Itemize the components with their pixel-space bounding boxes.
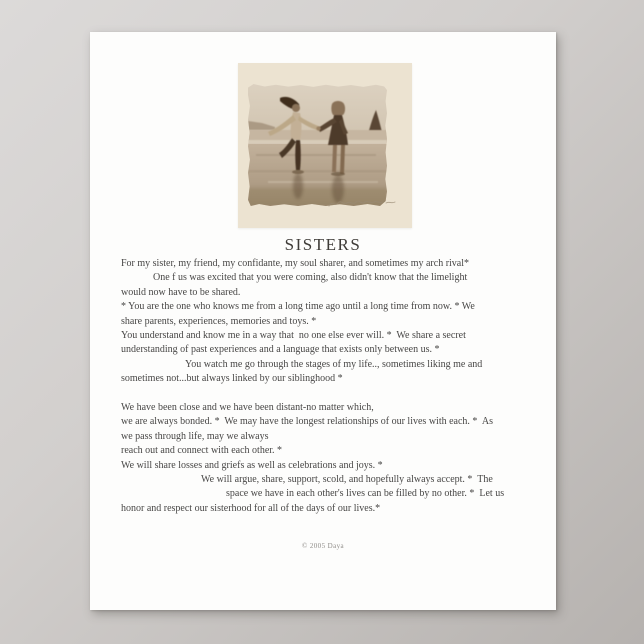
poem-line: space we have in each other's lives can be filled by no other. * Let us <box>226 488 505 500</box>
poem-line: would now have to be shared. <box>121 286 241 298</box>
sisters-poem <box>121 257 551 516</box>
poem-line: We will share losses and griefs as well as celebrations and joys. * <box>121 459 383 471</box>
poem-line: You understand and know me in a way that no one else ever will. * We share a secret <box>121 330 466 342</box>
poem-line: sometimes not...but always linked by our siblinghood * <box>121 373 343 385</box>
photo-mat-card <box>238 63 412 228</box>
sisters-poster <box>90 32 556 610</box>
artist-signature <box>326 194 398 211</box>
poem-line: * You are the one who knows me from a long time ago until a long time from now. * We <box>121 301 475 313</box>
poem-line: We have been close and we have been distant-no matter which, <box>121 402 374 414</box>
poem-line: share parents, experiences, memories and toys. * <box>121 315 317 327</box>
poem-line: reach out and connect with each other. * <box>121 445 283 457</box>
copyright-line: © 2005 Daya <box>302 542 344 550</box>
poem-line: One f us was excited that you were coming, also didn't know that the limelight <box>153 272 468 284</box>
poem-line: For my sister, my friend, my confidante, my soul sharer, and sometimes my arch rival* <box>121 258 470 269</box>
poem-line: You watch me go through the stages of my life.., sometimes liking me and <box>185 358 483 370</box>
poem-line: we are always bonded. * We may have the longest relationships of our lives with each. * As <box>121 416 493 428</box>
poem-line: We will argue, share, support, scold, and hopefully always accept. * The <box>201 474 493 486</box>
poem-line <box>121 387 551 401</box>
poem-line: we pass through life, may we always <box>121 430 269 442</box>
poem-line: understanding of past experiences and a language that exists only between us. * <box>121 344 440 356</box>
poster-title: SISTERS <box>284 235 362 254</box>
poem-line: honor and respect our sisterhood for all of the days of our lives.* <box>121 502 381 514</box>
sisters-beach-photo <box>248 84 387 206</box>
